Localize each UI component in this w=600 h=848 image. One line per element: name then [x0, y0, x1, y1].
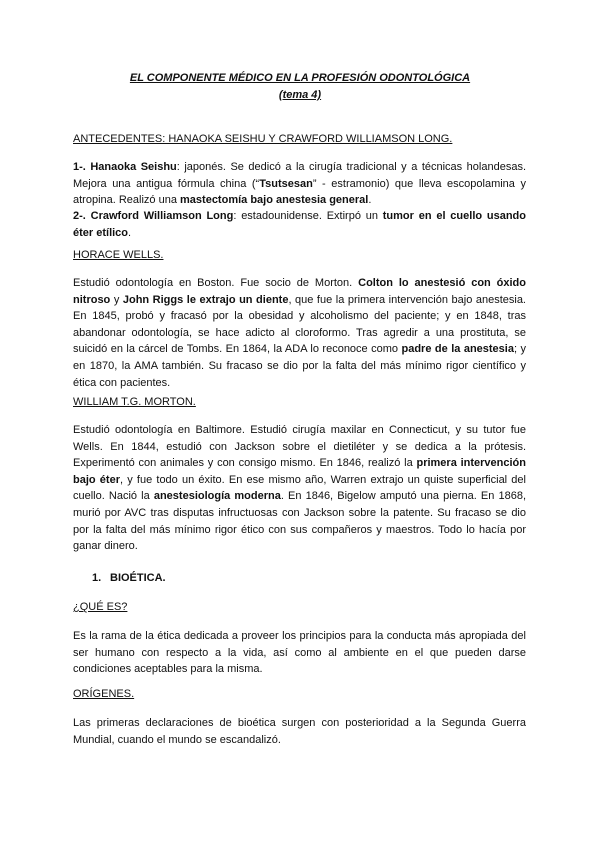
wells-heading: HORACE WELLS.	[73, 249, 164, 261]
crawford-name: 2-. Crawford Williamson Long	[73, 210, 234, 222]
morton-heading: WILLIAM T.G. MORTON.	[73, 396, 196, 408]
hanaoka-paragraph: 1-. Hanaoka Seishu: japonés. Se dedicó a la cirugía tradicional y a técnicas holandesas. Mejora una antigua fórmula china (“Tsutsesan” - estramonio) que lleva escopolamina y atropina. Realizó una mastectomía bajo anestesia general.	[73, 161, 526, 207]
origenes-paragraph: Las primeras declaraciones de bioética surgen con posterioridad a la Segunda Guerra Mundial, cuando el mundo se escandalizó.	[73, 717, 526, 746]
bioetica-section-title: 1. BIOÉTICA.	[92, 572, 166, 584]
hanaoka-name: 1-. Hanaoka Seishu	[73, 161, 177, 173]
document-subtitle: (tema 4)	[278, 89, 322, 101]
antecedentes-heading: ANTECEDENTES: HANAOKA SEISHU Y CRAWFORD WILLIAMSON LONG.	[73, 133, 453, 145]
origenes-heading: ORÍGENES.	[73, 688, 135, 700]
wells-paragraph: Estudió odontología en Boston. Fue socio de Morton. Colton lo anestesió con óxido nitroso y John Riggs le extrajo un diente, que fue la primera intervención bajo anestesia. En 1845, probó y fracasó por la obesidad y alcoholismo del paciente; y en 1848, tras abandonar odontología, se hace adicto al cloroformo. Tras agredir a una prostituta, se suicidó en la cárcel de Tombs. En 1864, la ADA lo reconoce como padre de la anestesia; y en 1870, la AMA también. Su fracaso se dio por la falta del más mínimo rigor científico y ética con pacientes.	[73, 277, 526, 389]
que-es-paragraph: Es la rama de la ética dedicada a proveer los principios para la conducta más apropiada del ser humano con respecto a la vida, así como al ambiente en el que pueden darse condiciones aceptables para la misma.	[73, 630, 526, 676]
crawford-paragraph: 2-. Crawford Williamson Long: estadounidense. Extirpó un tumor en el cuello usando éter etílico.	[73, 210, 526, 239]
document-title: EL COMPONENTE MÉDICO EN LA PROFESIÓN ODONTOLÓGICA	[129, 72, 471, 84]
que-es-heading: ¿QUÉ ES?	[73, 601, 128, 613]
morton-paragraph: Estudió odontología en Baltimore. Estudió cirugía maxilar en Connecticut, y su tutor fue Wells. En 1844, estudió con Jackson sobre el dietiléter y se dedica a la prótesis. Experimentó con animales y con consigo mismo. En 1846, realizó la primera intervención bajo éter, y fue todo un éxito. En ese mismo año, Warren extrajo un quiste superficial del cuello. Nació la anestesiología moderna. En 1846, Bigelow amputó una pierna. En 1868, murió por AVC tras disputas infructuosas con Jackson sobre la patente. Su fracaso se dio por la falta del más mínimo rigor ético con sus compañeros y maestros. Todo lo hacía por ganar dinero.	[73, 424, 526, 553]
